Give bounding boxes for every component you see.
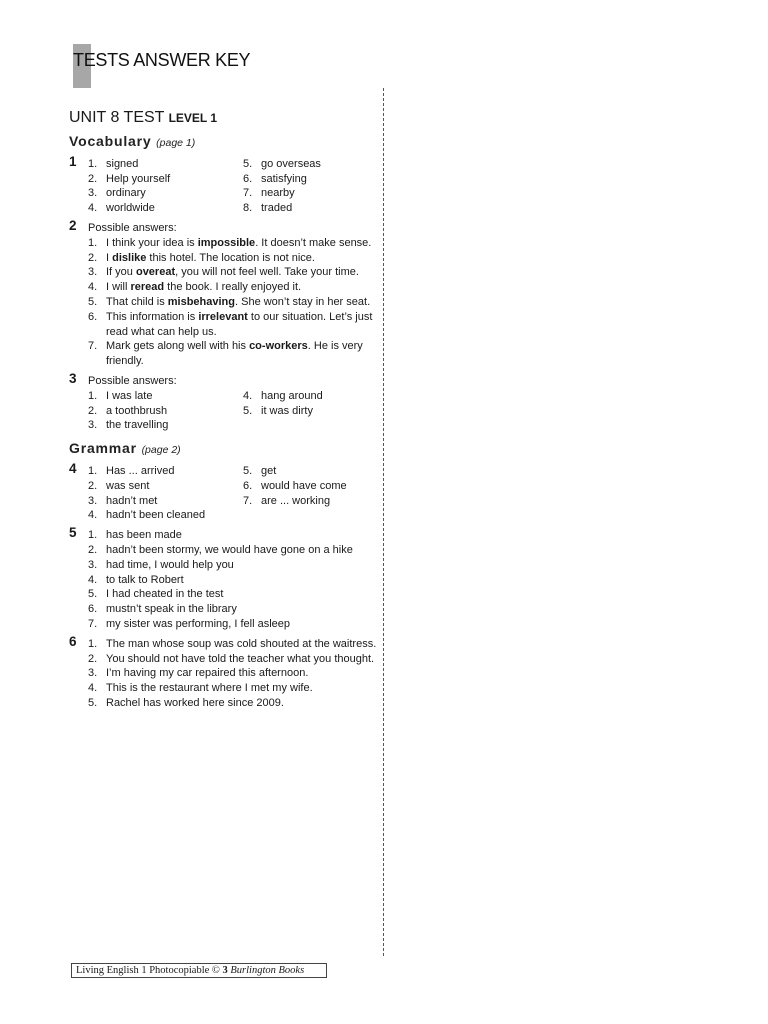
exercise-4-left-list [88, 464, 243, 523]
answer-item [88, 236, 381, 251]
answer-item [243, 172, 398, 187]
answer-number: 5. [88, 588, 98, 601]
answer-item [88, 543, 381, 558]
answer-item [88, 494, 243, 509]
exercise-3 [69, 370, 381, 433]
answer-text: go overseas [261, 157, 321, 170]
answer-text: worldwide [106, 202, 155, 215]
exercise-2-list [88, 236, 381, 369]
answer-item [88, 558, 381, 573]
answer-number: 3. [88, 266, 98, 279]
answer-text: Rachel has worked here since 2009. [106, 696, 284, 709]
answer-item [88, 339, 381, 369]
answer-text: hang around [261, 389, 323, 402]
answer-text-after: , you will not feel well. Take your time. [175, 266, 359, 279]
unit-title: UNIT 8 TEST [69, 109, 165, 126]
answer-text-before: Mark gets along well with his [106, 340, 250, 353]
answer-number: 6. [243, 479, 253, 492]
answer-number: 3. [88, 494, 98, 507]
exercise-2 [69, 217, 381, 369]
page-title: TESTS ANSWER KEY [73, 50, 251, 70]
exercise-3-left-list [88, 389, 243, 433]
answer-text: Has ... arrived [106, 464, 175, 477]
answer-number: 1. [88, 236, 98, 249]
answer-item [88, 587, 381, 602]
answer-item [243, 201, 398, 216]
answer-item [88, 573, 381, 588]
footer-text: Living English 1 Photocopiable © [76, 965, 223, 976]
answer-text: You should not have told the teacher what you thought. [106, 652, 375, 665]
exercise-number: 4 [69, 460, 77, 476]
answer-keyword: co-workers [249, 340, 308, 353]
answer-text-before: That child is [106, 295, 168, 308]
answer-keyword: irrelevant [198, 310, 248, 323]
answer-item [88, 464, 243, 479]
answer-keyword: impossible [197, 236, 256, 249]
answer-text: the travelling [106, 419, 169, 432]
exercise-1-left-list [88, 157, 243, 216]
answer-text-before: I [106, 251, 113, 264]
answer-text: was sent [106, 479, 150, 492]
page-number: 3 [222, 965, 228, 976]
answer-item [243, 404, 398, 419]
answer-number: 2. [88, 172, 98, 185]
answer-number: 7. [243, 187, 253, 200]
answer-item [88, 528, 381, 543]
vocabulary-title: Vocabulary [69, 133, 152, 149]
answer-text: Help yourself [106, 172, 171, 185]
answer-number: 5. [243, 404, 253, 417]
answer-keyword: dislike [112, 251, 147, 264]
answer-number: 7. [88, 617, 98, 630]
answer-text-after: the book. I really enjoyed it. [164, 281, 302, 294]
answer-number: 7. [243, 494, 253, 507]
answer-number: 6. [88, 310, 98, 323]
answer-text-before: I think your idea is [106, 236, 198, 249]
answer-item [88, 479, 243, 494]
answer-number: 3. [88, 667, 98, 680]
vocabulary-page-ref: (page 1) [156, 137, 196, 149]
answer-number: 2. [88, 251, 98, 264]
grammar-heading [69, 441, 381, 458]
answer-number: 1. [88, 157, 98, 170]
answer-item [88, 666, 381, 681]
answer-text: traded [261, 202, 293, 215]
exercise-number: 2 [69, 217, 77, 233]
answer-number: 4. [243, 389, 253, 402]
answer-item [88, 295, 381, 310]
answer-text-after: . She won’t stay in her seat. [235, 295, 371, 308]
answer-item [88, 696, 381, 711]
answer-text: I’m having my car repaired this afternoon. [106, 667, 309, 680]
grammar-title: Grammar [69, 440, 137, 457]
answer-number: 4. [88, 573, 98, 586]
answer-item [88, 637, 381, 652]
answer-item [88, 652, 381, 667]
answer-text: signed [106, 157, 139, 170]
answer-text: nearby [261, 187, 295, 200]
exercise-number: 3 [69, 370, 77, 386]
answer-text: This is the restaurant where I met my wife. [106, 682, 313, 695]
answer-item [88, 404, 243, 419]
answer-text: are ... working [261, 494, 331, 507]
answer-text: ordinary [106, 187, 146, 200]
exercise-6 [69, 633, 381, 711]
answer-item [88, 251, 381, 266]
exercise-note: Possible answers: [88, 374, 177, 387]
answer-number: 1. [88, 529, 98, 542]
answer-text: mustn’t speak in the library [106, 603, 237, 616]
answer-number: 4. [88, 682, 98, 695]
answer-key-column [69, 108, 381, 716]
footer-copyright [71, 963, 327, 978]
exercise-number: 6 [69, 633, 77, 649]
answer-item [88, 389, 243, 404]
answer-text-after: . It doesn’t make sense. [255, 236, 372, 249]
answer-number: 1. [88, 464, 98, 477]
grammar-page-ref: (page 2) [141, 444, 181, 457]
answer-text: The man whose soup was cold shouted at the waitress. [106, 637, 377, 650]
exercise-note: Possible answers: [88, 221, 177, 234]
unit-heading [69, 108, 381, 128]
answer-keyword: overeat [135, 266, 176, 279]
answer-number: 6. [243, 172, 253, 185]
exercise-1 [69, 153, 381, 216]
exercise-3-right-list [243, 389, 398, 433]
answer-item [88, 280, 381, 295]
exercise-number: 5 [69, 525, 77, 541]
answer-item [88, 681, 381, 696]
answer-number: 1. [88, 637, 98, 650]
exercise-4 [69, 460, 381, 523]
exercise-6-list [88, 637, 381, 711]
answer-text: has been made [106, 529, 182, 542]
exercise-5-list [88, 528, 381, 632]
answer-number: 4. [88, 509, 98, 522]
answer-text: to talk to Robert [106, 573, 184, 586]
answer-text-after: to our situation. Let’s just read what can help us. [106, 310, 373, 338]
answer-number: 2. [88, 543, 98, 556]
answer-item [88, 186, 243, 201]
answer-number: 1. [88, 389, 98, 402]
publisher-name: Burlington Books [230, 965, 305, 976]
answer-number: 5. [88, 295, 98, 308]
answer-text: satisfying [261, 172, 307, 185]
answer-item [243, 479, 398, 494]
exercise-number: 1 [69, 153, 77, 169]
exercise-5 [69, 525, 381, 632]
answer-text-before: I will [106, 281, 131, 294]
answer-text: I was late [106, 389, 153, 402]
answer-text-after: . He is very friendly. [106, 340, 363, 368]
answer-number: 3. [88, 558, 98, 571]
answer-text: hadn’t been cleaned [106, 509, 206, 522]
answer-number: 5. [88, 696, 98, 709]
answer-number: 2. [88, 479, 98, 492]
vocabulary-heading [69, 134, 381, 151]
answer-text: it was dirty [261, 404, 313, 417]
answer-item [243, 464, 398, 479]
answer-text: get [261, 464, 277, 477]
answer-text-after: this hotel. The location is not nice. [146, 251, 315, 264]
answer-number: 3. [88, 419, 98, 432]
answer-number: 5. [243, 157, 253, 170]
answer-item [88, 617, 381, 632]
answer-item [243, 494, 398, 509]
answer-text: my sister was performing, I fell asleep [106, 617, 291, 630]
answer-item [88, 310, 381, 340]
answer-item [243, 157, 398, 172]
answer-text: would have come [261, 479, 347, 492]
answer-text-before: This information is [106, 310, 199, 323]
answer-keyword: reread [130, 281, 165, 294]
answer-item [243, 389, 398, 404]
answer-text: I had cheated in the test [106, 588, 224, 601]
answer-number: 8. [243, 202, 253, 215]
answer-text: had time, I would help you [106, 558, 234, 571]
answer-item [88, 602, 381, 617]
answer-number: 2. [88, 404, 98, 417]
answer-item [243, 186, 398, 201]
answer-keyword: misbehaving [167, 295, 235, 308]
answer-number: 4. [88, 202, 98, 215]
answer-item [88, 172, 243, 187]
answer-item [88, 265, 381, 280]
answer-item [88, 157, 243, 172]
exercise-1-right-list [243, 157, 398, 216]
answer-number: 7. [88, 340, 98, 353]
answer-number: 4. [88, 281, 98, 294]
answer-text-before: If you [106, 266, 136, 279]
answer-number: 3. [88, 187, 98, 200]
exercise-4-right-list [243, 464, 398, 523]
answer-text: hadn’t been stormy, we would have gone on a hike [106, 543, 353, 556]
answer-number: 5. [243, 464, 253, 477]
answer-item [88, 508, 243, 523]
answer-item [88, 201, 243, 216]
answer-text: hadn’t met [106, 494, 158, 507]
answer-item [88, 418, 243, 433]
answer-text: a toothbrush [106, 404, 168, 417]
answer-number: 2. [88, 652, 98, 665]
unit-level: LEVEL 1 [168, 111, 218, 125]
answer-number: 6. [88, 603, 98, 616]
